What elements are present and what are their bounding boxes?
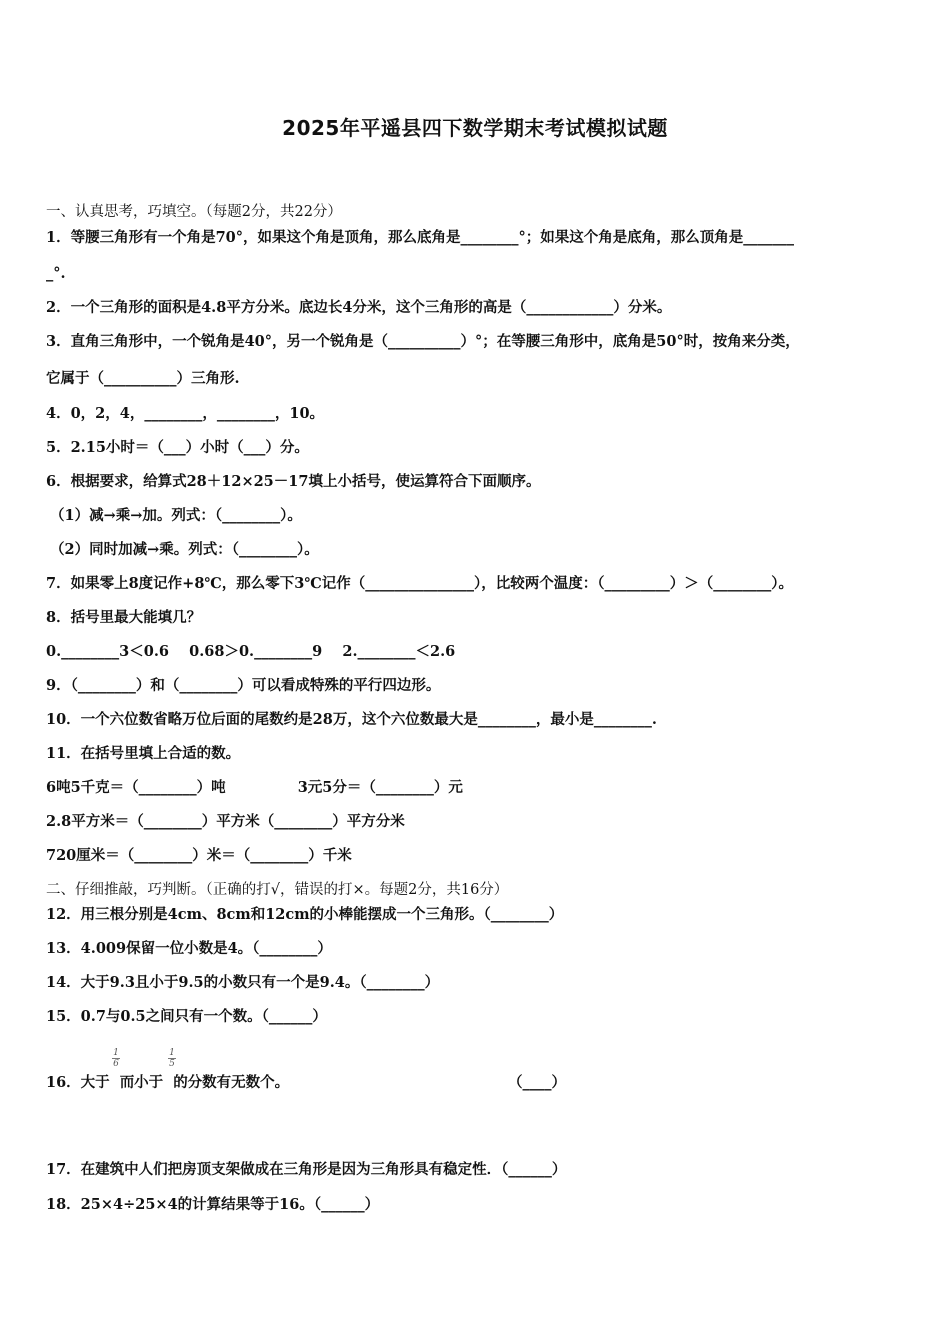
question-9: 9．（________）和（________）可以看成特殊的平行四边形。 <box>46 677 441 694</box>
question-2: 2．一个三角形的面积是4.8平方分米。底边长4分米，这个三角形的高是（____________）分米。 <box>46 299 672 316</box>
question-11-row-1-b: 3元5分＝（________）元 <box>297 779 463 796</box>
question-4: 4．0，2，4，________，________，10。 <box>46 405 325 422</box>
fraction-one-sixth <box>110 1048 122 1069</box>
question-6-sub-1: （1）减→乘→加。列式：（________）。 <box>50 507 302 524</box>
question-11-row-2: 2.8平方米＝（________）平方米（________）平方分米 <box>46 813 405 830</box>
fraction-one-fifth <box>166 1048 178 1069</box>
question-12: 12．用三根分别是4cm、8cm和12cm的小棒能摆成一个三角形。（________） <box>46 906 564 923</box>
question-13: 13．4.009保留一位小数是4。（________） <box>46 940 332 957</box>
question-16-part-3: 的分数有无数个。 <box>173 1074 290 1091</box>
fraction-2-numerator: 1 <box>169 1048 175 1058</box>
question-11-row-1 <box>46 778 910 798</box>
page-title: 2025年平遥县四下数学期末考试模拟试题 <box>282 116 668 140</box>
question-17: 17．在建筑中人们把房顶支架做成在三角形是因为三角形具有稳定性．（______） <box>46 1161 567 1178</box>
question-18: 18．25×4÷25×4的计算结果等于16。（______） <box>46 1196 380 1213</box>
question-8-stem: 8．括号里最大能填几？ <box>46 609 202 626</box>
question-1-line-2: _°. <box>46 265 66 282</box>
fraction-1-numerator: 1 <box>113 1048 119 1058</box>
fraction-1-denominator: 6 <box>113 1059 119 1069</box>
question-16-part-2: 而小于 <box>119 1074 164 1091</box>
question-6-sub-2: （2）同时加减→乘。列式：（________）。 <box>50 541 319 558</box>
section-1-heading: 一、认真思考，巧填空。（每题2分，共22分） <box>46 204 342 220</box>
question-16-part-1: 16．大于 <box>46 1074 110 1091</box>
question-11-row-1-a: 6吨5千克＝（________）吨 <box>46 779 226 796</box>
question-15: 15．0.7与0.5之间只有一个数。（______） <box>46 1008 327 1025</box>
question-7: 7．如果零上8度记作+8℃，那么零下3℃记作（_______________），比较两个温度：（_________）＞（________）。 <box>46 575 794 592</box>
question-6-stem: 6．根据要求，给算式28＋12×25－17填上小括号，使运算符合下面顺序。 <box>46 473 541 490</box>
question-5: 5．2.15小时＝（___）小时（___）分。 <box>46 439 309 456</box>
question-16 <box>46 1073 910 1093</box>
question-16-answer-paren: （____） <box>508 1074 566 1091</box>
question-10: 10．一个六位数省略万位后面的尾数约是28万，这个六位数最大是________，最小是________. <box>46 711 657 728</box>
section-2-heading: 二、仔细推敲，巧判断。（正确的打√，错误的打×。每题2分，共16分） <box>46 882 509 898</box>
question-11-stem: 11．在括号里填上合适的数。 <box>46 745 241 762</box>
question-3-line-1: 3．直角三角形中，一个锐角是40°，另一个锐角是（__________）°；在等腰三角形中，底角是50°时，按角来分类， <box>46 333 800 350</box>
question-3-line-2: 它属于（__________）三角形. <box>46 370 240 387</box>
fraction-2-denominator: 5 <box>169 1059 175 1069</box>
question-14: 14．大于9.3且小于9.5的小数只有一个是9.4。（________） <box>46 974 440 991</box>
question-11-row-3: 720厘米＝（________）米＝（________）千米 <box>46 847 352 864</box>
question-1-line-1: 1．等腰三角形有一个角是70°，如果这个角是顶角，那么底角是________°；如果这个角是底角，那么顶角是_______ <box>46 229 795 246</box>
question-8-items: 0.________3＜0.6 0.68＞0.________9 2.________＜2.6 <box>46 643 456 660</box>
